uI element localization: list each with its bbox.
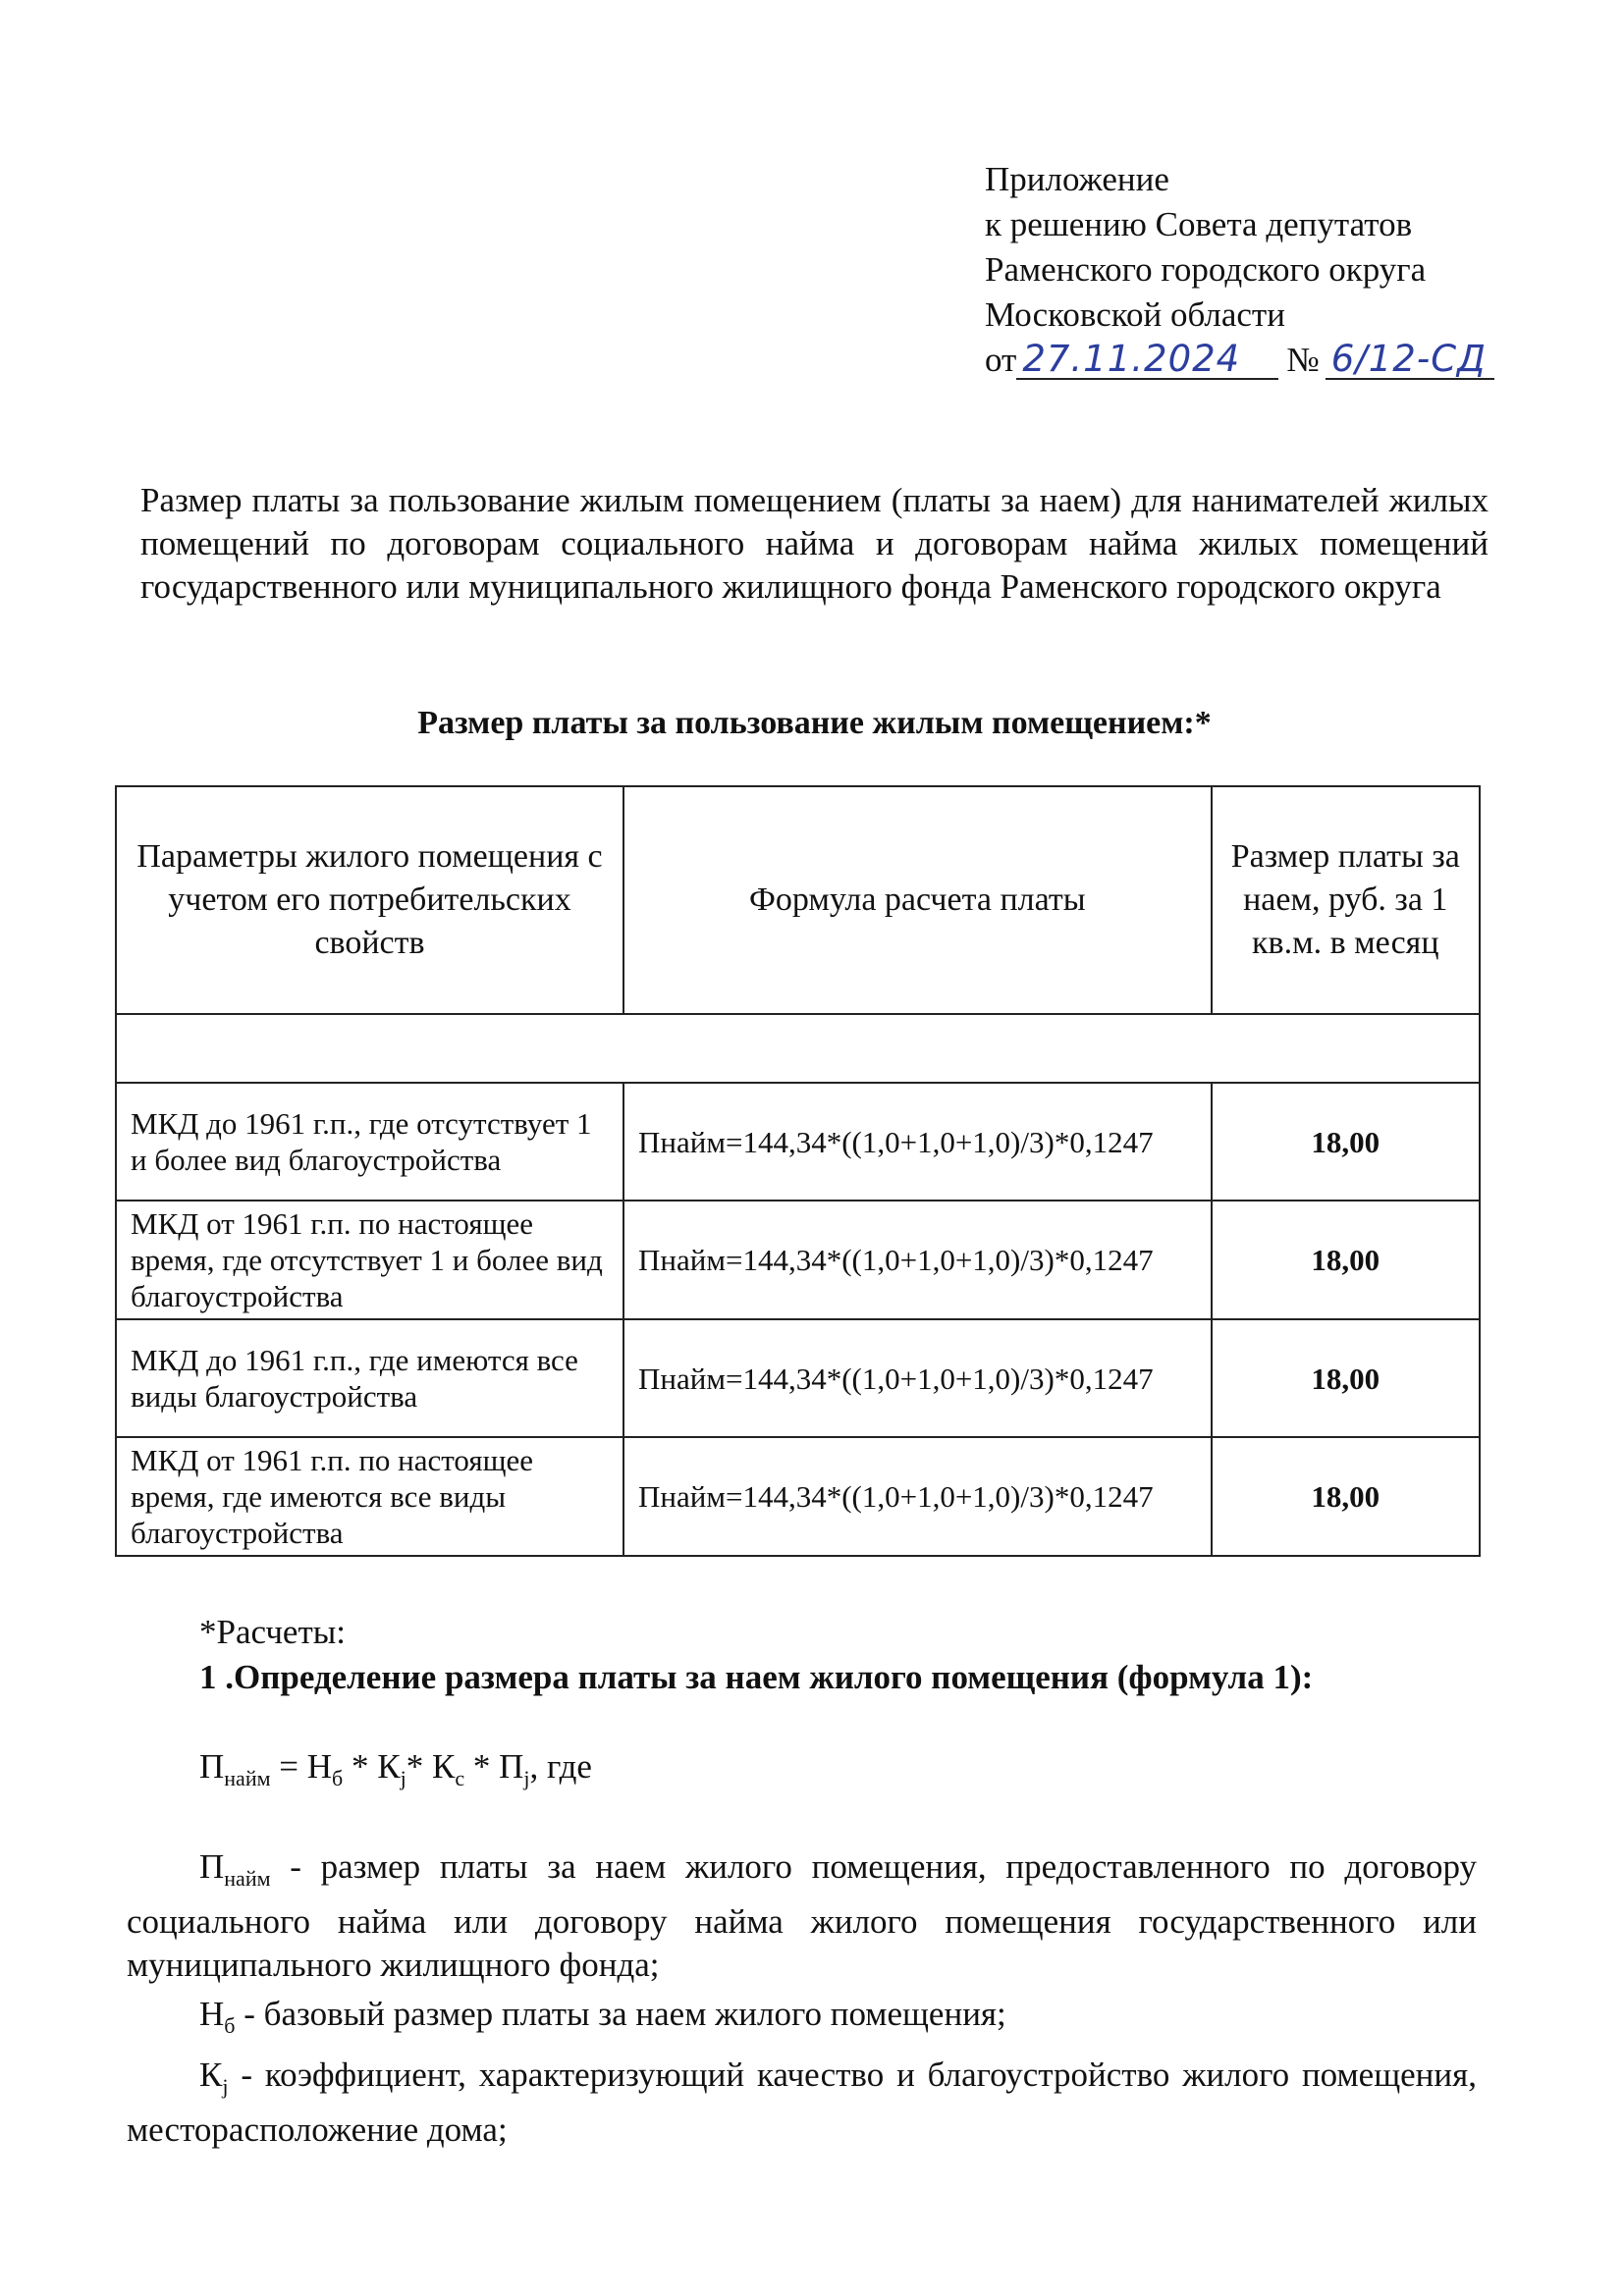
- intro-paragraph: Размер платы за пользование жилым помещением (платы за наем) для нанимателей жилых помещений по договорам социального найма и договорам найма жилых помещений государственного или муниципального жилищного фонда Раменского городского округа: [140, 481, 1489, 606]
- header-formula: Формула расчета платы: [623, 786, 1212, 1014]
- def2-text: - базовый размер платы за наем жилого помещения;: [235, 1995, 1006, 2033]
- blank-cell: [116, 1014, 1480, 1083]
- row-parameter: МКД до 1961 г.п., где отсутствует 1 и более вид благоустройства: [116, 1083, 623, 1201]
- table-title: Размер платы за пользование жилым помещением:*: [417, 705, 1212, 741]
- formula-pj: П: [499, 1747, 524, 1786]
- formula-p: П: [199, 1747, 225, 1786]
- formula-tail: , где: [529, 1747, 592, 1786]
- date-prefix: от: [985, 341, 1017, 379]
- row-formula: Пнайм=144,34*((1,0+1,0+1,0)/3)*0,1247: [623, 1437, 1212, 1556]
- formula-op3: *: [464, 1747, 500, 1786]
- appendix-date-number-line: [985, 338, 1574, 383]
- formula-k-sub: j: [400, 1766, 406, 1790]
- row-parameter: МКД от 1961 г.п. по настоящее время, где имеются все виды благоустройства: [116, 1437, 623, 1556]
- definition-n-b: [127, 1993, 1477, 2048]
- appendix-district-line: Раменского городского округа: [985, 250, 1427, 289]
- row-rate: 18,00: [1212, 1437, 1480, 1556]
- table-blank-row: [116, 1014, 1480, 1083]
- def2-symbol: Н: [199, 1995, 225, 2033]
- formula-op1: *: [343, 1747, 378, 1786]
- formula-kc-sub: с: [455, 1766, 465, 1790]
- handwritten-date: 27.11.2024: [1016, 341, 1278, 380]
- table-row: [116, 1319, 1480, 1437]
- formula-pj-sub: j: [523, 1766, 530, 1790]
- formula-p-sub: найм: [224, 1766, 271, 1790]
- appendix-region-line: Московской области: [985, 295, 1285, 334]
- formula-kc: К: [431, 1747, 456, 1786]
- calculation-notes: [199, 1610, 1476, 1700]
- appendix-decision-line: к решению Совета депутатов: [985, 205, 1413, 243]
- row-rate: 18,00: [1212, 1201, 1480, 1319]
- table-row: [116, 1083, 1480, 1201]
- def1-text: - размер платы за наем жилого помещения, предоставленного по договору социального найма или договору найма жилого помещения государственного или муниципального жилищного фонда;: [127, 1847, 1477, 1984]
- table-row: [116, 1201, 1480, 1319]
- number-sign: №: [1286, 341, 1320, 379]
- def3-text: - коэффициент, характеризующий качество и благоустройство жилого помещения, месторасположение дома;: [127, 2056, 1477, 2149]
- formula-eq: =: [270, 1747, 307, 1786]
- appendix-title: Приложение: [985, 160, 1169, 198]
- tariff-table: [115, 785, 1481, 1557]
- formula-k: К: [377, 1747, 401, 1786]
- row-formula: Пнайм=144,34*((1,0+1,0+1,0)/3)*0,1247: [623, 1319, 1212, 1437]
- formula-op2: *: [406, 1747, 432, 1786]
- table-header-row: [116, 786, 1480, 1014]
- definition-k-j: [127, 2054, 1477, 2152]
- calculations-heading: *Расчеты:: [199, 1613, 347, 1651]
- formula-n: Н: [306, 1747, 333, 1786]
- definitions: [127, 1845, 1477, 2158]
- header-rate: Размер платы за наем, руб. за 1 кв.м. в месяц: [1212, 786, 1480, 1014]
- main-formula: [199, 1747, 592, 1791]
- row-parameter: МКД от 1961 г.п. по настоящее время, где отсутствует 1 и более вид благоустройства: [116, 1201, 623, 1319]
- row-formula: Пнайм=144,34*((1,0+1,0+1,0)/3)*0,1247: [623, 1083, 1212, 1201]
- row-formula: Пнайм=144,34*((1,0+1,0+1,0)/3)*0,1247: [623, 1201, 1212, 1319]
- row-parameter: МКД до 1961 г.п., где имеются все виды благоустройства: [116, 1319, 623, 1437]
- def1-symbol: П: [199, 1847, 225, 1886]
- row-rate: 18,00: [1212, 1319, 1480, 1437]
- appendix-header: [985, 157, 1574, 383]
- table-row: [116, 1437, 1480, 1556]
- def3-sub: j: [222, 2074, 229, 2099]
- formula-n-sub: б: [332, 1766, 344, 1790]
- def2-sub: б: [224, 2013, 236, 2038]
- row-rate: 18,00: [1212, 1083, 1480, 1201]
- definition-p-naim: [127, 1845, 1477, 1987]
- section-heading: 1 .Определение размера платы за наем жилого помещения (формула 1):: [199, 1658, 1314, 1696]
- handwritten-number: 6/12-СД: [1326, 341, 1494, 380]
- header-parameters: Параметры жилого помещения с учетом его потребительских свойств: [116, 786, 623, 1014]
- def3-symbol: К: [199, 2056, 223, 2094]
- def1-sub: найм: [224, 1866, 271, 1891]
